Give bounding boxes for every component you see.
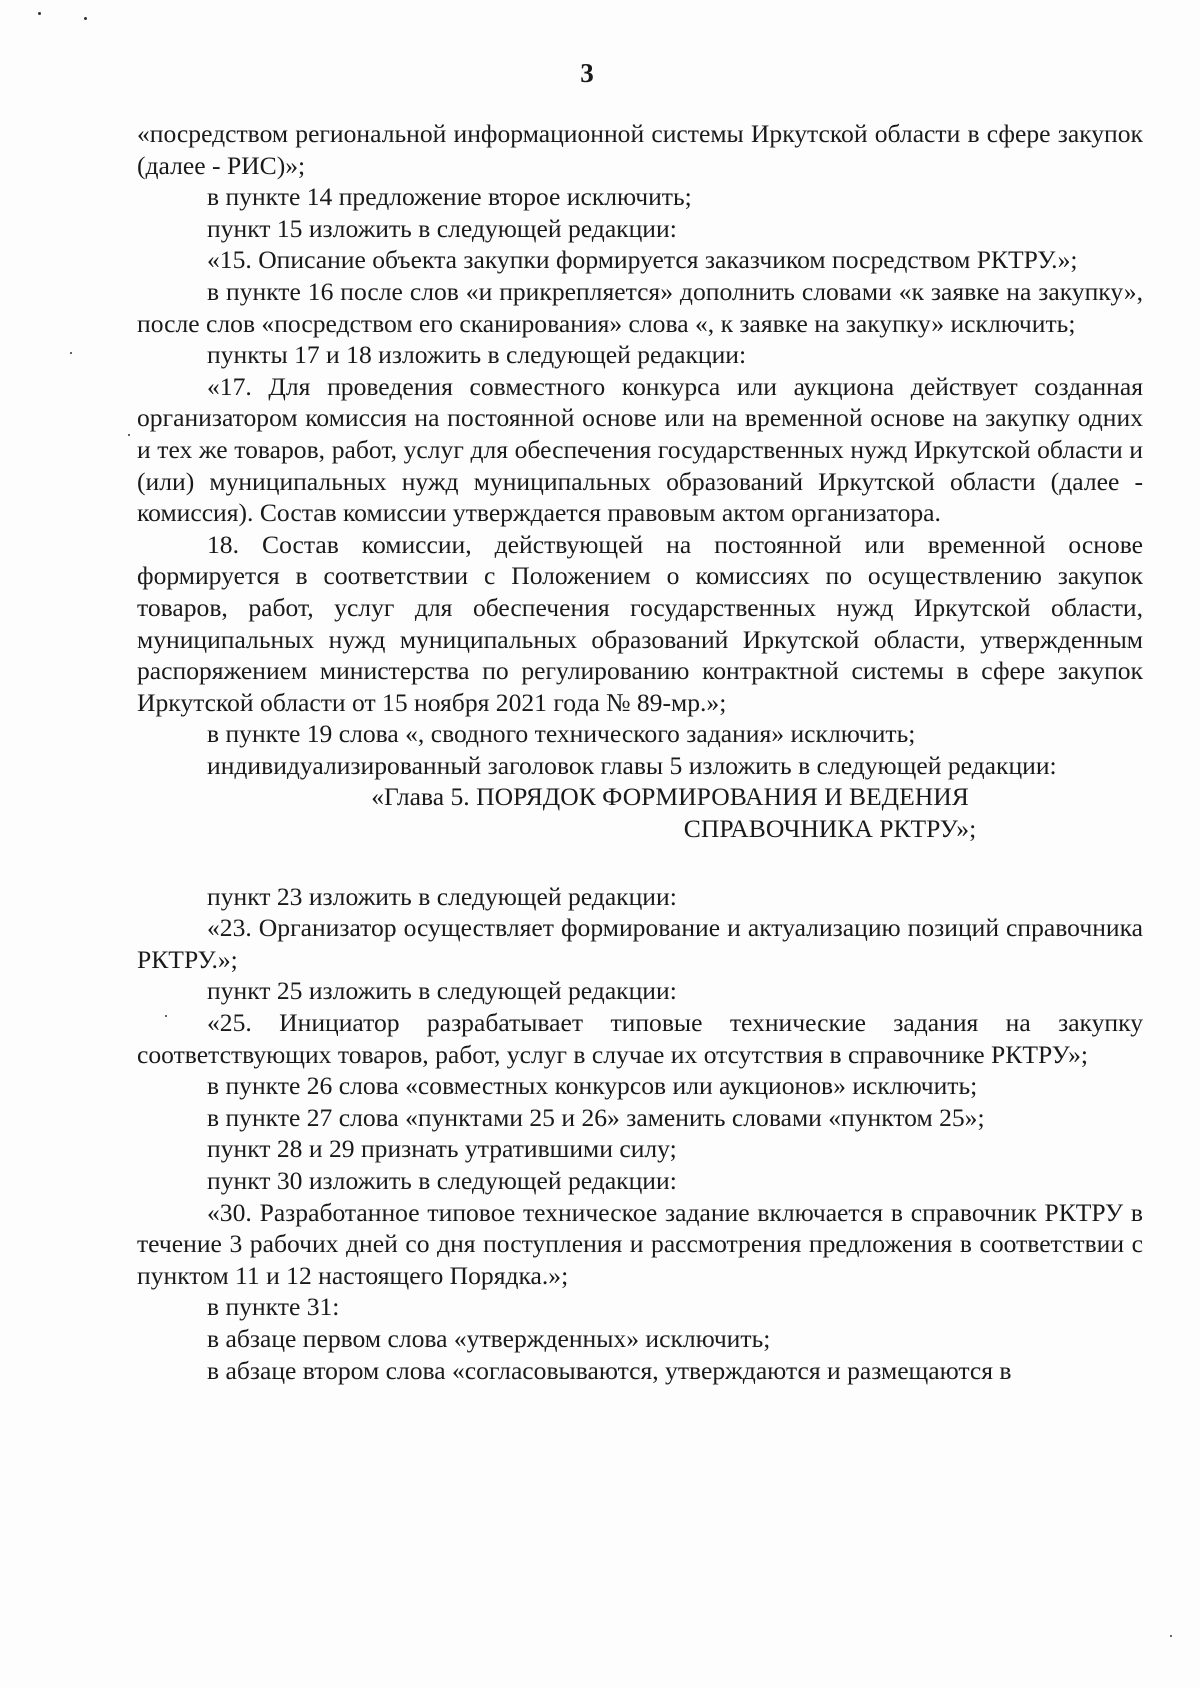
paragraph: в пункте 19 слова «, сводного технического задания» исключить; (207, 719, 916, 749)
paragraph: пункт 15 изложить в следующей редакции: (207, 213, 677, 243)
paragraph: пункт 30 изложить в следующей редакции: (207, 1166, 677, 1195)
page-number: 3 (580, 58, 594, 88)
scan-speck (128, 434, 130, 436)
scan-speck (1170, 1635, 1172, 1637)
paragraph: «25. Инициатор разрабатывает типовые технические задания на закупку соответствующих товаров, работ, услуг в случае их отсутствия в справочнике РКТРУ»; (137, 1008, 1143, 1069)
paragraph: пункт 25 изложить в следующей редакции: (207, 976, 677, 1006)
document-body (137, 118, 1143, 1386)
scan-speck (38, 12, 41, 15)
paragraph: «17. Для проведения совместного конкурса или аукциона действует созданная организатором комиссия на постоянной основе или на временной основе на закупку одних и тех же товаров, работ, услуг для обеспечения государственных нужд Иркутской области и (или) муниципальных нужд муниципальных образований Иркутской области (далее - комиссия). Состав комиссии утверждается правовым актом организатора. (137, 371, 1143, 528)
chapter-heading (137, 781, 1143, 844)
paragraph: в абзаце первом слова «утвержденных» исключить; (207, 1323, 771, 1353)
paragraph: в пункте 27 слова «пунктами 25 и 26» заменить словами «пунктом 25»; (207, 1102, 985, 1132)
spacer (137, 845, 1143, 881)
paragraph: индивидуализированный заголовок главы 5 изложить в следующей редакции: (207, 750, 1057, 780)
chapter-heading-line-2: СПРАВОЧНИКА РКТРУ»; (683, 814, 977, 844)
paragraph: «15. Описание объекта закупки формируется заказчиком посредством РКТРУ.»; (207, 245, 1078, 275)
paragraph: «30. Разработанное типовое техническое задание включается в справочник РКТРУ в течение 3 рабочих дней со дня поступления и рассмотрения предложения в соответствии с пунктом 11 и 12 настоящего Порядка.»; (137, 1197, 1143, 1290)
paragraph: 18. Состав комиссии, действующей на постоянной или временной основе формируется в соответствии с Положением о комиссиях по осуществлению закупок товаров, работ, услуг для обеспечения государственных нужд Иркутской области, муниципальных нужд муниципальных образований Иркутской области, утвержденным распоряжением министерства по регулированию контрактной системы в сфере закупок Иркутской области от 15 ноября 2021 года № 89-мр.»; (137, 529, 1143, 717)
chapter-heading-line-1: «Глава 5. ПОРЯДОК ФОРМИРОВАНИЯ И ВЕДЕНИЯ (371, 782, 969, 812)
paragraph: пункт 23 изложить в следующей редакции: (207, 881, 677, 911)
scan-speck (70, 352, 72, 354)
scan-speck (84, 17, 87, 20)
paragraph: пункт 28 и 29 признать утратившими силу; (207, 1134, 677, 1164)
paragraph: в пункте 26 слова «совместных конкурсов или аукционов» исключить; (207, 1071, 978, 1101)
paragraph: «23. Организатор осуществляет формирование и актуализацию позиций справочника РКТРУ.»; (137, 913, 1143, 974)
paragraph: в пункте 16 после слов «и прикрепляется» дополнить словами «к заявке на закупку», после слов «посредством его сканирования» слова «, к заявке на закупку» исключить; (137, 276, 1143, 338)
paragraph: в пункте 14 предложение второе исключить; (207, 182, 692, 212)
paragraph: пункты 17 и 18 изложить в следующей редакции: (207, 340, 747, 370)
paragraph: «посредством региональной информационной системы Иркутской области в сфере закупок (далее - РИС)»; (137, 119, 1143, 180)
paragraph: в абзаце втором слова «согласовываются, утверждаются и размещаются в (207, 1355, 1012, 1385)
paragraph: в пункте 31: (207, 1292, 340, 1322)
